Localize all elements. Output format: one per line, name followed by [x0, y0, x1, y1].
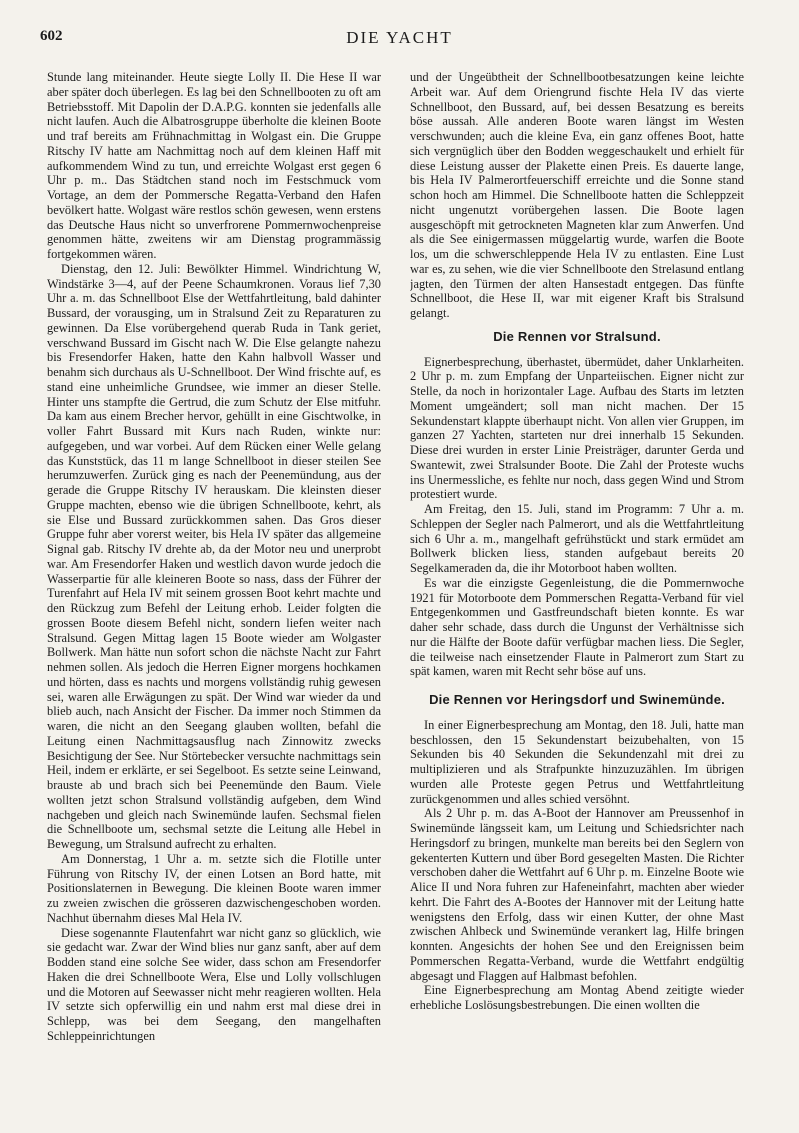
- section-heading-heringsdorf: Die Rennen vor Heringsdorf und Swinemünde.: [429, 692, 725, 707]
- section-heading-stralsund: Die Rennen vor Stralsund.: [493, 328, 661, 344]
- left-column: [47, 70, 381, 1128]
- paragraph: Eine Eignerbesprechung am Montag Abend zeitigte wieder erhebliche Loslösungsbestrebungen. Die einen wollten die: [410, 983, 744, 1012]
- paragraph: Als 2 Uhr p. m. das A-Boot der Hannover am Preussenhof in Swinemünde längsseit kam, um Leitung und Schiedsrichter nach Heringsdorf zu bringen, munkelte man bereits bei den Seglern von gekenterten Kuttern und über Bord gesegelten Masten. Die Richter verschoben daher die Wettfahrt auf 6 Uhr p. m. Einzelne Boote wie Alice II und Nora fuhren zur Hafeneinfahrt, machten aber wieder kehrt. Die Fahrt des A-Bootes der Hannover mit der Leitung hatte wenigstens den Erfolg, dass wir einen Kutter, der ohne Mast zwischen Ahlbeck und Swinemünde verankert lag, Hilfe bringen konnten. Angesichts der hohen See und den Ereignissen beim Pommerschen Regatta-Verband, wurde die Wettfahrt endgültig abgesagt und Flaggen auf Halbmast befohlen.: [410, 806, 744, 983]
- paragraph: und der Ungeübtheit der Schnellbootbesatzungen keine leichte Arbeit war. Auf dem Oriengrund fischte Hela IV das vierte Schnellboot, den Bussard, auf, bei dessen Besatzung es bereits böse aussah. Alle anderen Boote waren längst im Westen verschwunden; auch die kleine Eva, ein ganz offenes Boot, hatte sich vergnüglich über den Bodden weggeschaukelt und erhielt für diese Leistung ausser der Plakette einen Preis. Es dauerte lange, bis Hela IV Palmerortfeuerschiff erreichte und die Sonne stand schon hoch am Himmel. Die Schnellboote hatten die Schleppzeit nicht ungenutzt vorübergehen lassen. Die Boote lagen ausgeschöpft mit getrockneten Magneten klar zum Anwerfen. Und als die See einigermassen müggelartig wurde, warfen die Boote los, um die schwerschleppende Hela IV zu entlasten. Eine Lust war es, zu sehen, wie die vier Schnellboote den Strelasund entlang jagten, den Türmen der alten Hansestadt entgegen. Das fünfte Schnellboot, die Hese II, war mit eigener Kraft bis Stralsund gelangt.: [410, 70, 744, 320]
- right-column: [410, 70, 744, 1128]
- paragraph: Am Freitag, den 15. Juli, stand im Programm: 7 Uhr a. m. Schleppen der Segler nach Palmerort, und als die Wettfahrtleitung sich 6 Uhr a. m., mangelhaft gefrühstückt und stark ermüdet am Bollwerk blicken liess, standen aufgebaut bereits 20 Segelkameraden da, die ihr Motorboot haben wollten.: [410, 502, 744, 575]
- paragraph: Am Donnerstag, 1 Uhr a. m. setzte sich die Flotille unter Führung von Ritschy IV, der einen Lotsen an Bord hatte, mit Positionslaternen in Bewegung. Die kleinen Boote waren immer zu zweien zwischen die grösseren dazwischengeschoben worden. Nachhut übernahm dieses Mal Hela IV.: [47, 851, 381, 925]
- paragraph: Dienstag, den 12. Juli: Bewölkter Himmel. Windrichtung W, Windstärke 3—4, auf der Peene Schaumkronen. Voraus lief 7,30 Uhr a. m. das Schnellboot Else der Wettfahrtleitung, bald dahinter Bussard, der vorausging, um in Stralsund Zeit zu Reparaturen zu gewinnen. Da Else vorübergehend querab Ruda in Tank geriet, verschwand Bussard im Gischt nach W. Die Else gelangte nahezu bis Fresendorfer Haken, hatte den Kahn halbvoll Wasser und benahm sich durchaus als U-Schnellboot. Der Wind frischte auf, es stand eine unheimliche Grundsee, wie immer an dieser Stelle. Hinter uns stampfte die Gertrud, die zum Schutz der Else mitfuhr. Da kam aus einem Brecher hervor, gehüllt in eine Gischtwolke, in voller Fahrt Bussard mit Kurs nach Ruden, winkte nur: aufgegeben, und war vorbei. Auf dem Rücken einer Welle gelang das Kunststück, das 11 m lange Schnellboot in dieser steilen See herumzuwerfen. Zurück ging es nach der Peenemündung, aus der gerade die Gruppe Ritschy IV herauskam. Die kleinsten dieser Gruppe machten, ebenso wie die übrigen Schnellboote, kehrt, als sie Else und Bussard zurückkommen sahen. Das Gros dieser Gruppe fuhr aber vorerst weiter, bis Hela IV später das allgemeine Signal gab. Ritschy IV drehte ab, da der Motor neu und unerprobt war. Am Fresendorfer Haken und westlich davon wurde jedoch die Wasserpartie für alle kleineren Boote so nass, dass der Führer der Turenfahrt auf Hela IV mit seinem grossen Boot kehrt machte und den Rückzug zum Befehl der Leitung erhob. Leider folgten die grossen Boote diesem Befehl nicht, sondern liefen weiter nach Stralsund. Gegen Mittag lagen 15 Boote wieder am Wolgaster Bollwerk. Man hätte nun sofort schon die nächste Nacht zur Fahrt nehmen sollen. Als jedoch die Herren Eigner morgens hochkamen und hörten, dass es nachts und morgens vollständig ruhig gewesen sei, waren alle Erwägungen zu spät. Der Wind war wieder da und blieb auch, nach Ansicht der Fischer. Da immer noch Stimmen da waren, die nicht an den Seegang glauben wollten, befahl die Leitung einen Nachmittagsausflug nach Zinnowitz zwecks Besichtigung der See. Nur Störtebecker versuchte nachmittags sein Heil, indem er erklärte, er sei Segelboot. Es setzte seine Leinwand, brauste ab und brach sich bei Peenemünde den Baum. Viele wollten jetzt schon Stralsund vollständig aufgeben, dem Wind nachgeben und gleich nach Swinemünde laufen. Sechsmal fielen die Schnellboote um, sechsmal setzte die Leitung alle Hebel in Bewegung, um Stralsund aufrecht zu erhalten.: [47, 261, 381, 851]
- running-title: DIE YACHT: [346, 28, 453, 47]
- page-number: 602: [40, 28, 63, 44]
- paragraph: Eignerbesprechung, überhastet, übermüdet, daher Unklarheiten. 2 Uhr p. m. zum Empfang der Unparteiischen. Eigner nicht zur Stelle, da noch in horizontaler Lage. Aufbau des Starts im letzten Moment umgeändert; soll man nicht machen. Der 15 Sekundenstart klappte überhaupt nicht. Von allen vier Gruppen, im ganzen 27 Yachten, starteten nur drei innerhalb 15 Sekunden. Diese drei wurden in erster Linie Preisträger, darunter Gerda und Swantewit, zwei Stralsunder Boote. Die Zahl der Proteste wuchs ins Unermessliche, es fehlte nur noch, dass gegen Wind und Strom protestiert wurde.: [410, 354, 744, 502]
- paragraph: Es war die einzigste Gegenleistung, die die Pommernwoche 1921 für Motorboote dem Pommerschen Regatta-Verband für viel Entgegenkommen und Gastfreundschaft bieten konnte. Es war daher sehr schade, dass durch die Ungunst der Verhältnisse sich nur die Hälfte der Boote dafür verfügbar machen liess. Die Segler, die teilweise nach einsetzender Flaute in Palmerort zum Start zu spät kamen, waren mit Recht sehr böse auf uns.: [410, 575, 744, 679]
- paragraph: In einer Eignerbesprechung am Montag, den 18. Juli, hatte man beschlossen, den 15 Sekundenstart beizubehalten, von 15 Sekunden bis 40 Sekunden die Sekundenzahl mit drei zu multiplizieren und als Strafpunkte hinzuzuzählen. Im übrigen wurden alle Proteste gegen Petrus und Wettfahrtleitung zurückgenommen und alles schied versöhnt.: [410, 717, 744, 806]
- paragraph: Stunde lang miteinander. Heute siegte Lolly II. Die Hese II war aber später doch überlegen. Es lag bei den Schnellbooten zu oft am Betriebsstoff. Mit Dapolin der D.A.P.G. konnten sie jedenfalls alle nicht laufen. Auch die Albatrosgruppe überholte die kleinen Boote und traf bereits am Frühnachmittag in Wolgast ein. Die Gruppe Ritschy IV hatte am Nachmittag noch auf dem kleinen Haff mit aufkommendem Wind zu tun, und erreichte Wolgast erst gegen 6 Uhr p. m.. Das Städtchen stand noch im Festschmuck vom Vortage, an dem der Pommersche Regatta-Verband den Hafen bevölkert hatte. Wolgast wäre restlos schön gewesen, wenn erstens das Deutsche Haus nicht so unverfrorene Pommernwochenpreise genommen hätte, zweitens wir am Dienstag programmässig fortgekommen wären.: [47, 70, 381, 261]
- paragraph: Diese sogenannte Flautenfahrt war nicht ganz so glücklich, wie sie gedacht war. Zwar der Wind blies nur ganz sanft, aber auf dem Bodden stand eine solche See wider, dass schon am Fresendorfer Haken die drei Schnellboote Wera, Else und Lolly vollschlugen und die Motoren auf Seewasser nicht mehr reagieren wollten. Hela IV setzte sich opferwillig ein und nahm erst mal diese drei in Schlepp, was bei dem Seegang, den mangelhaften Schleppeinrichtungen: [47, 925, 381, 1043]
